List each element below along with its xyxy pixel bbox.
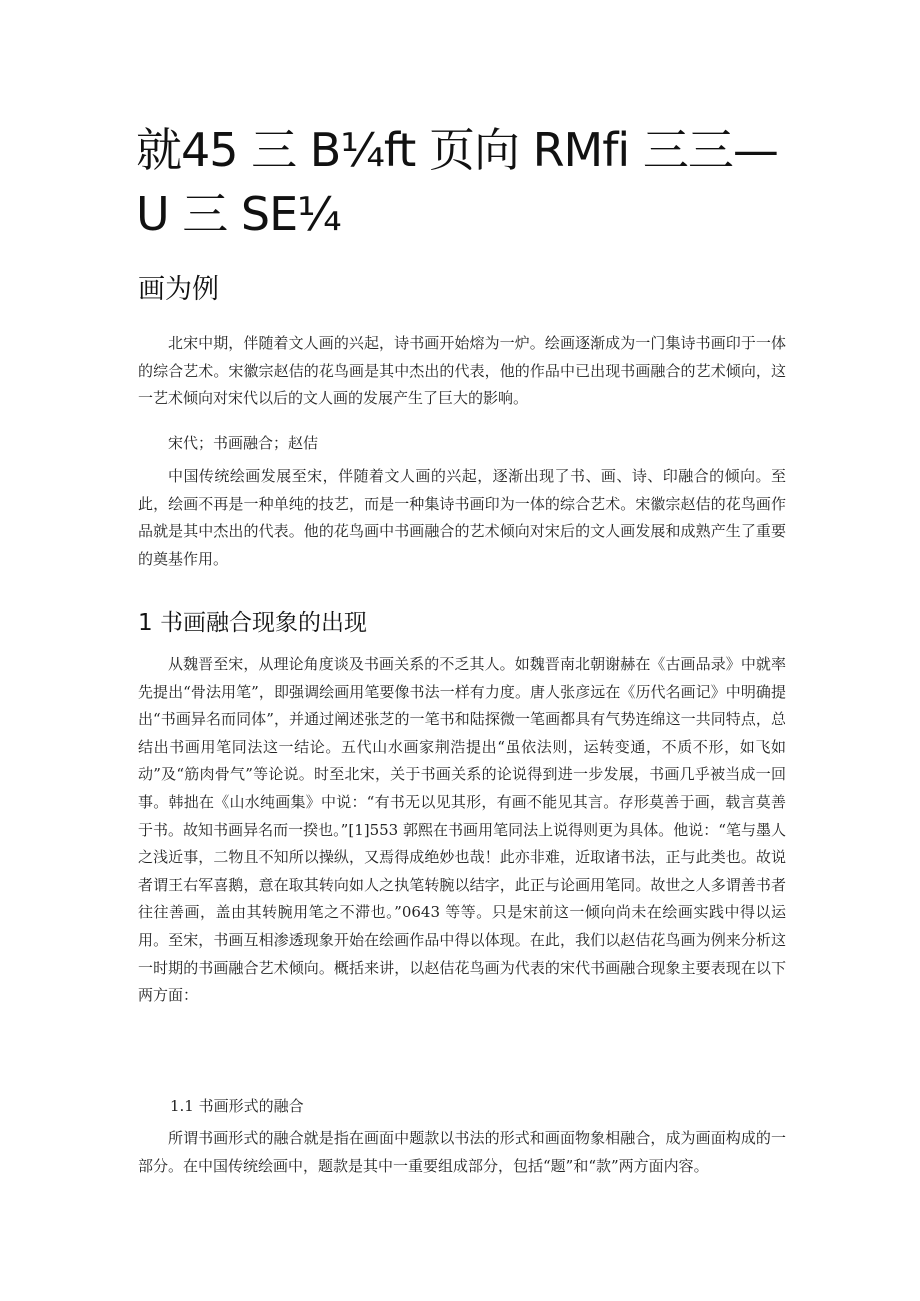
section-1-1-paragraph: 所谓书画形式的融合就是指在画面中题款以书法的形式和画面物象相融合，成为画面构成的一部分。在中国传统绘画中，题款是其中一重要组成部分，包括“题”和“款”两方面内容。 (138, 1129, 786, 1175)
section-1-1-heading: 1.1 书画形式的融合 (170, 1097, 304, 1115)
section-1-paragraph: 从魏晋至宋，从理论角度谈及书画关系的不乏其人。如魏晋南北朝谢赫在《古画品录》中就率先提出“骨法用笔”，即强调绘画用笔要像书法一样有力度。唐人张彦远在《历代名画记》中明确提出“书画异名而同体”，并通过阐述张芝的一笔书和陆探微一笔画都具有气势连绵这一共同特点，总结出书画用笔同法这一结论。五代山水画家荆浩提出“虽依法则，运转变通，不质不形，如飞如动”及“筋肉骨气”等论说。时至北宋，关于书画关系的论说得到进一步发展，书画几乎被当成一回事。韩拙在《山水纯画集》中说：“有书无以见其形，有画不能见其言。存形莫善于画，载言莫善于书。故知书画异名而一揆也。”[1]553 郭熙在书画用笔同法上说得则更为具体。他说：“笔与墨人之浅近事，二物且不知所以操纵，又焉得成绝妙也哉！此亦非难，近取诸书法，正与此类也。故说者谓王右军喜鹅，意在取其转向如人之执笔转腕以结字，此正与论画用笔同。故世之人多谓善书者往往善画，盖由其转腕用笔之不滞也。”0643 等等。只是宋前这一倾向尚未在绘画实践中得以运用。至宋，书画互相渗透现象开始在绘画作品中得以体现。在此，我们以赵佶花鸟画为例来分析这一时期的书画融合艺术倾向。概括来讲，以赵佶花鸟画为代表的宋代书画融合现象主要表现在以下两方面： (138, 655, 786, 1005)
document-title: 就45 三 B¼ft 页向 RMfi 三三—U 三 SE¼ (136, 123, 778, 241)
document-subtitle: 画为例 (138, 274, 219, 305)
abstract-paragraph: 北宋中期，伴随着文人画的兴起，诗书画开始熔为一炉。绘画逐渐成为一门集诗书画印于一体的综合艺术。宋徽宗赵佶的花鸟画是其中杰出的代表，他的作品中已出现书画融合的艺术倾向，这一艺术倾向对宋代以后的文人画的发展产生了巨大的影响。 (138, 334, 786, 408)
intro-paragraph: 中国传统绘画发展至宋，伴随着文人画的兴起，逐渐出现了书、画、诗、印融合的倾向。至此，绘画不再是一种单纯的技艺，而是一种集诗书画印为一体的综合艺术。宋徽宗赵佶的花鸟画作品就是其中杰出的代表。他的花鸟画中书画融合的艺术倾向对宋后的文人画发展和成熟产生了重要的奠基作用。 (138, 467, 786, 568)
keywords-line: 宋代；书画融合；赵佶 (168, 434, 319, 452)
section-1-heading: 1 书画融合现象的出现 (138, 610, 367, 636)
